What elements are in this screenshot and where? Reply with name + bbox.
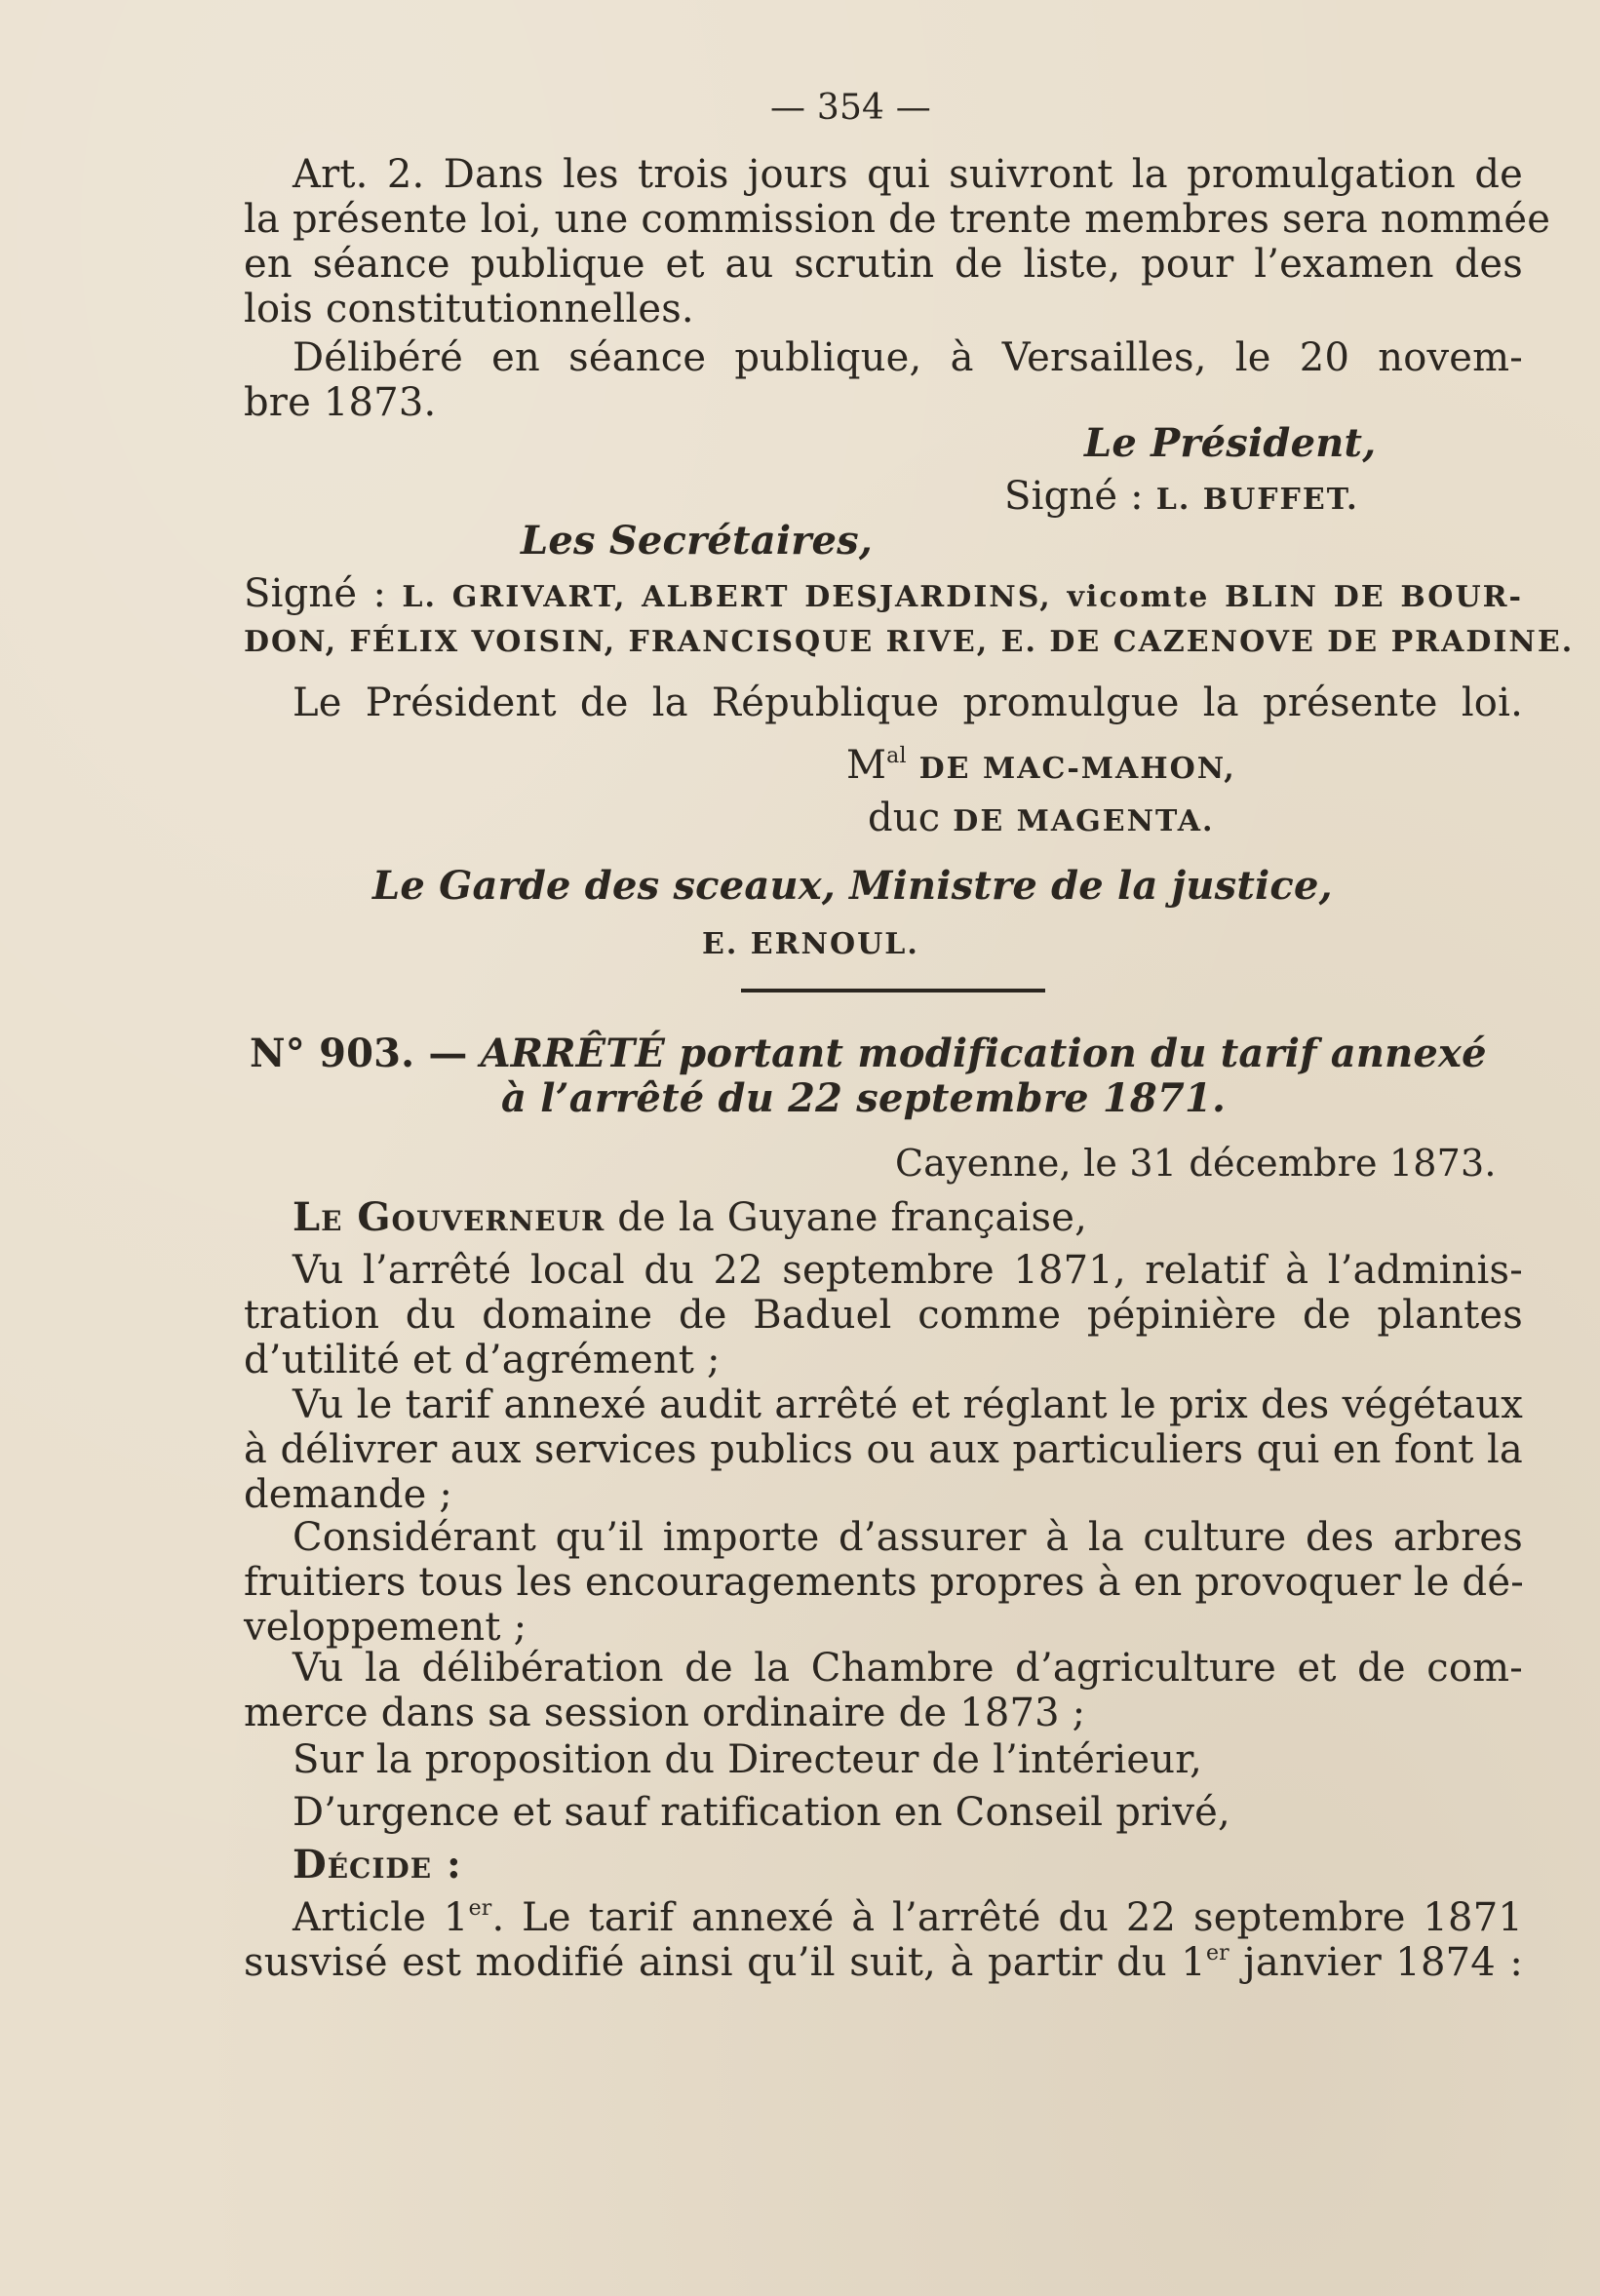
president-signe <box>1004 474 1359 523</box>
marechal-line <box>846 743 1236 792</box>
article1-line2-b: janvier 1874 : <box>1229 1940 1523 1985</box>
considerant-line-2: fruitiers tous les encouragements propres à en provoquer le dé- <box>244 1560 1524 1605</box>
secretaires-line-2: DON, FÉLIX VOISIN, FRANCISQUE RIVE, E. DE CAZENOVE DE PRADINE. <box>244 625 1575 659</box>
marechal-name: DE MAC-MAHON, <box>918 752 1236 786</box>
marechal-prefix: M <box>846 743 887 788</box>
garde-sceaux-title <box>372 864 1333 909</box>
art2-line-1: Art. 2. Dans les trois jours qui suivront la promulgation de <box>293 152 1523 197</box>
article1-line2-a: susvisé est modifié ainsi qu’il suit, à partir du 1 <box>244 1940 1206 1985</box>
garde-sceaux-title-b: Ministre de la justice, <box>849 863 1333 909</box>
vu2-line-2: à délivrer aux services publics ou aux particuliers qui en font la <box>244 1427 1523 1472</box>
considerant-line-3: veloppement ; <box>244 1605 527 1650</box>
art2-line-4: lois constitutionnelles. <box>244 287 694 331</box>
gouverneur-prefix: Le Gouverneur <box>293 1194 605 1240</box>
promulgation-line: Le Président de la République promulgue la présente loi. <box>293 681 1523 725</box>
page-number: — 354 — <box>770 88 931 128</box>
article1-line-2 <box>244 1940 1523 1985</box>
article1-line-1 <box>293 1895 1523 1940</box>
arrete-title-line-1 <box>250 1031 1487 1076</box>
proposition-line: Sur la proposition du Directeur de l’intérieur, <box>293 1737 1203 1782</box>
vu3-line-1: Vu la délibération de la Chambre d’agriculture et de com- <box>293 1646 1523 1691</box>
vu1-line-1: Vu l’arrêté local du 22 septembre 1871, relatif à l’adminis- <box>293 1248 1523 1293</box>
vu2-line-3: demande ; <box>244 1472 453 1517</box>
duc-line <box>868 796 1214 844</box>
garde-sceaux-title-a: Le Garde des sceaux, <box>372 863 836 909</box>
gouverneur-rest: de la Guyane française, <box>617 1195 1087 1240</box>
duc-name: DE MAGENTA. <box>953 804 1215 838</box>
vu1-line-3: d’utilité et d’agrément ; <box>244 1338 721 1382</box>
vu1-line-2: tration du domaine de Baduel comme pépinière de plantes <box>244 1293 1523 1338</box>
secretaires-title: Les Secrétaires, <box>521 518 873 564</box>
arrete-title-1: ARRÊTÉ portant modification du tarif annexé <box>480 1031 1487 1076</box>
president-name: L. BUFFET. <box>1155 483 1359 517</box>
section-divider <box>741 989 1045 992</box>
vu3-line-2: merce dans sa session ordinaire de 1873 ; <box>244 1691 1086 1735</box>
gouverneur-line <box>293 1195 1087 1240</box>
vu2-line-1: Vu le tarif annexé audit arrêté et réglant le prix des végétaux <box>293 1382 1523 1427</box>
considerant-line-1: Considérant qu’il importe d’assurer à la culture des arbres <box>293 1515 1523 1560</box>
article1-rest: . Le tarif annexé à l’arrêté du 22 septembre 1871 <box>491 1895 1523 1940</box>
decide-line: Décide : <box>293 1842 462 1887</box>
president-signe-label: Signé : <box>1004 474 1144 519</box>
secretaires-names-1: L. GRIVART, ALBERT DESJARDINS, vicomte BLIN DE BOUR- <box>402 580 1523 614</box>
art2-line-2: la présente loi, une commission de trente membres sera nommée <box>244 197 1551 242</box>
delibere-line-2: bre 1873. <box>244 380 437 425</box>
article1-prefix: Article 1 <box>293 1895 469 1940</box>
secretaires-line-1 <box>244 571 1523 620</box>
arrete-place-date: Cayenne, le 31 décembre 1873. <box>895 1142 1497 1185</box>
article1-sup: er <box>468 1896 492 1921</box>
art2-line-3: en séance publique et au scrutin de liste, pour l’examen des <box>244 242 1523 287</box>
arrete-title-line-2: à l’arrêté du 22 septembre 1871. <box>501 1075 1227 1121</box>
arrete-number: N° 903. — <box>250 1031 468 1076</box>
article1-line2-sup: er <box>1205 1941 1229 1965</box>
delibere-line-1: Délibéré en séance publique, à Versailles, le 20 novem- <box>293 335 1523 380</box>
marechal-sup: al <box>886 744 907 768</box>
duc-label: duc <box>868 796 941 840</box>
secretaires-signe-label: Signé : <box>244 571 387 616</box>
president-title: Le Président, <box>1084 420 1377 466</box>
garde-sceaux-name: E. ERNOUL. <box>702 927 919 961</box>
urgence-line: D’urgence et sauf ratification en Conseil privé, <box>293 1790 1230 1835</box>
